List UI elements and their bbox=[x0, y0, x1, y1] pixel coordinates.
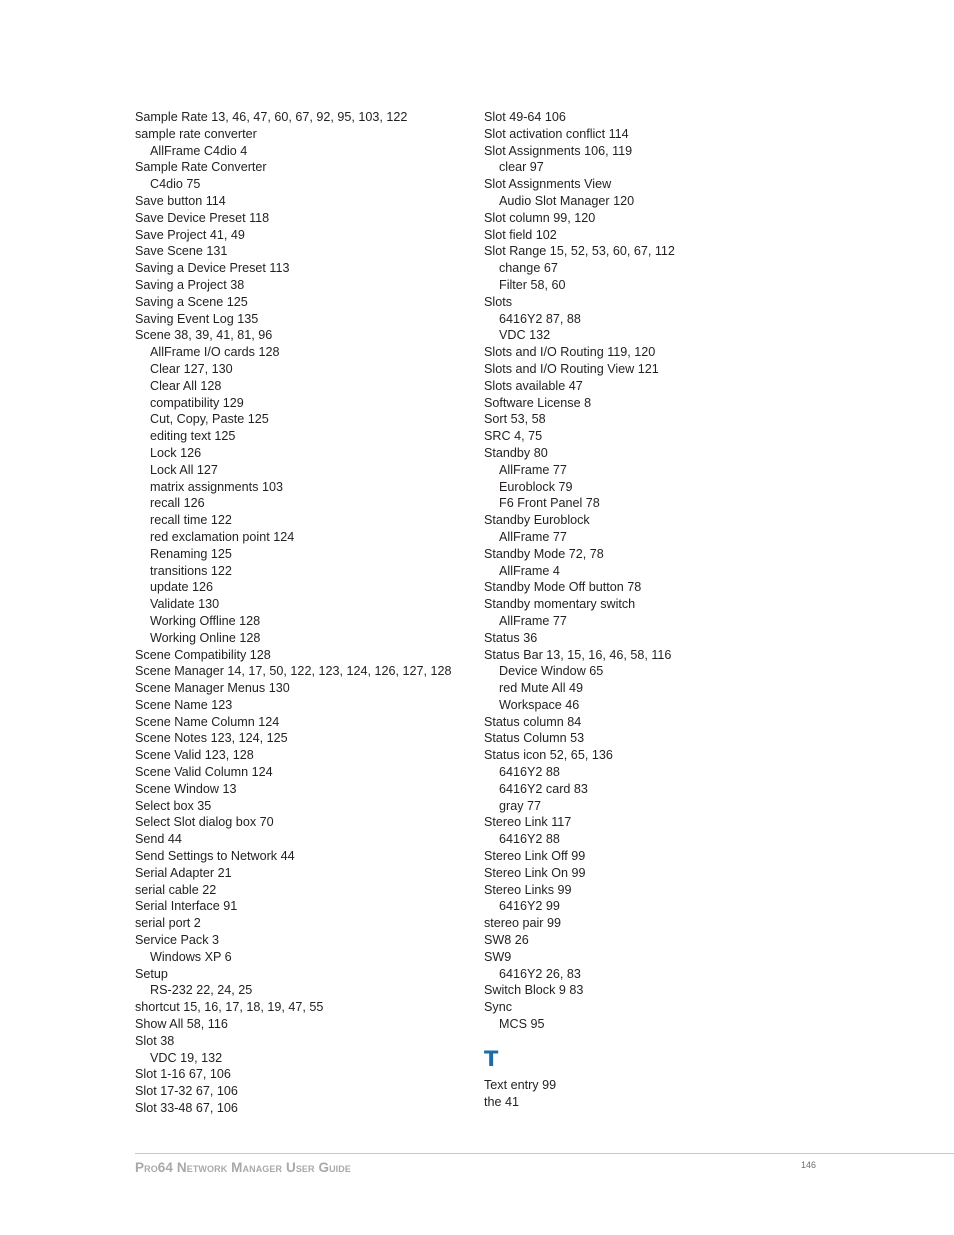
index-subentry: Audio Slot Manager 120 bbox=[499, 193, 635, 208]
index-subentry: clear 97 bbox=[499, 160, 544, 175]
index-entry: serial cable 22 bbox=[135, 882, 217, 897]
footer-title: Pro64 Network Manager User Guide bbox=[135, 1160, 351, 1175]
index-subentry: red Mute All 49 bbox=[499, 681, 584, 696]
section-letter-heading: T bbox=[484, 1046, 499, 1071]
index-subentry: Euroblock 79 bbox=[499, 479, 573, 494]
index-entry: serial port 2 bbox=[135, 916, 201, 931]
index-entry: Service Pack 3 bbox=[135, 933, 219, 948]
index-subentry: 6416Y2 99 bbox=[499, 899, 560, 914]
index-entry: Scene Notes 123, 124, 125 bbox=[135, 731, 288, 746]
index-subentry: Working Offline 128 bbox=[150, 613, 261, 628]
index-subentry: MCS 95 bbox=[499, 1017, 545, 1032]
index-subentry: AllFrame I/O cards 128 bbox=[150, 345, 280, 360]
index-subentry: 6416Y2 card 83 bbox=[499, 781, 588, 796]
index-entry: Slot 17-32 67, 106 bbox=[135, 1084, 238, 1099]
index-entry: Slot Assignments 106, 119 bbox=[484, 143, 633, 158]
index-subentry: recall time 122 bbox=[150, 513, 232, 528]
index-subentry: AllFrame C4dio 4 bbox=[150, 143, 248, 158]
index-entry: Status 36 bbox=[484, 630, 538, 645]
index-subentry: AllFrame 77 bbox=[499, 613, 567, 628]
index-entry: Status icon 52, 65, 136 bbox=[484, 748, 613, 763]
footer-rule bbox=[135, 1153, 954, 1154]
index-subentry: F6 Front Panel 78 bbox=[499, 496, 600, 511]
index-column-left bbox=[135, 109, 465, 1117]
index-subentry: matrix assignments 103 bbox=[150, 479, 283, 494]
index-entry: SW9 bbox=[484, 949, 512, 964]
index-entry: shortcut 15, 16, 17, 18, 19, 47, 55 bbox=[135, 1000, 324, 1015]
index-entry: SW8 26 bbox=[484, 933, 529, 948]
index-entry: Scene Name 123 bbox=[135, 697, 233, 712]
index-entry: Slot field 102 bbox=[484, 227, 557, 242]
index-subentry: editing text 125 bbox=[150, 429, 236, 444]
index-entry: Scene Valid 123, 128 bbox=[135, 748, 254, 763]
index-entry: Status Bar 13, 15, 16, 46, 58, 116 bbox=[484, 647, 672, 662]
index-entry: Sample Rate 13, 46, 47, 60, 67, 92, 95, 103, 122 bbox=[135, 110, 408, 124]
index-entry: Slots bbox=[484, 294, 512, 309]
index-entry: Setup bbox=[135, 966, 168, 981]
index-subentry: VDC 132 bbox=[499, 328, 551, 343]
index-entry: Save Scene 131 bbox=[135, 244, 228, 259]
index-entry: the 41 bbox=[484, 1094, 520, 1109]
index-entry: Standby Mode 72, 78 bbox=[484, 546, 604, 561]
index-entry: Scene Manager Menus 130 bbox=[135, 681, 290, 696]
index-entry: Switch Block 9 83 bbox=[484, 983, 584, 998]
index-entry: Slot 33-48 67, 106 bbox=[135, 1101, 238, 1116]
index-entry: Scene Manager 14, 17, 50, 122, 123, 124, 126, 127, 128 bbox=[135, 664, 452, 679]
index-subentry: Windows XP 6 bbox=[150, 949, 232, 964]
index-entry: Slot activation conflict 114 bbox=[484, 126, 629, 141]
index-entry: Standby 80 bbox=[484, 445, 548, 460]
index-subentry: C4dio 75 bbox=[150, 177, 201, 192]
index-entry: Select box 35 bbox=[135, 798, 212, 813]
index-entry: Show All 58, 116 bbox=[135, 1017, 228, 1032]
index-subentry: change 67 bbox=[499, 261, 558, 276]
index-entry: Standby momentary switch bbox=[484, 597, 636, 612]
index-entry: Scene Name Column 124 bbox=[135, 714, 280, 729]
index-subentry: RS-232 22, 24, 25 bbox=[150, 983, 253, 998]
index-entry: Send 44 bbox=[135, 832, 182, 847]
index-subentry: AllFrame 77 bbox=[499, 529, 567, 544]
index-entry: Slots and I/O Routing View 121 bbox=[484, 361, 659, 376]
index-entry: Serial Adapter 21 bbox=[135, 865, 232, 880]
index-entry: sample rate converter bbox=[135, 126, 257, 141]
index-subentry: AllFrame 4 bbox=[499, 563, 560, 578]
index-entry: Scene 38, 39, 41, 81, 96 bbox=[135, 328, 273, 343]
index-entry: Stereo Link On 99 bbox=[484, 865, 586, 880]
index-subentry: Clear 127, 130 bbox=[150, 361, 233, 376]
index-entry: Standby Mode Off button 78 bbox=[484, 580, 642, 595]
index-subentry: red exclamation point 124 bbox=[150, 529, 295, 544]
index-subentry: compatibility 129 bbox=[150, 395, 244, 410]
index-subentry: AllFrame 77 bbox=[499, 462, 567, 477]
index-entry: Slot 49-64 106 bbox=[484, 110, 566, 124]
index-entry: Slots available 47 bbox=[484, 378, 583, 393]
index-entry: Saving a Scene 125 bbox=[135, 294, 248, 309]
index-subentry: 6416Y2 88 bbox=[499, 832, 560, 847]
index-entry: Slots and I/O Routing 119, 120 bbox=[484, 345, 656, 360]
index-entry: Save Device Preset 118 bbox=[135, 210, 270, 225]
index-entry: Stereo Link 117 bbox=[484, 815, 572, 830]
index-subentry: 6416Y2 26, 83 bbox=[499, 966, 581, 981]
index-entry: Scene Window 13 bbox=[135, 781, 237, 796]
index-entry: Scene Compatibility 128 bbox=[135, 647, 271, 662]
index-entry: Sync bbox=[484, 1000, 512, 1015]
index-entry: Slot 1-16 67, 106 bbox=[135, 1067, 231, 1082]
index-subentry: Device Window 65 bbox=[499, 664, 604, 679]
index-subentry: Working Online 128 bbox=[150, 630, 261, 645]
index-subentry: VDC 19, 132 bbox=[150, 1050, 223, 1065]
index-entry: Saving Event Log 135 bbox=[135, 311, 259, 326]
index-entry: Status column 84 bbox=[484, 714, 582, 729]
index-entry: Stereo Link Off 99 bbox=[484, 849, 586, 864]
index-entry: Status Column 53 bbox=[484, 731, 585, 746]
index-entry: Sample Rate Converter bbox=[135, 160, 267, 175]
index-entry: Send Settings to Network 44 bbox=[135, 849, 295, 864]
index-subentry: Lock All 127 bbox=[150, 462, 218, 477]
index-entry: SRC 4, 75 bbox=[484, 429, 543, 444]
index-entry: Slot column 99, 120 bbox=[484, 210, 596, 225]
index-entry: Stereo Links 99 bbox=[484, 882, 572, 897]
index-subentry: Clear All 128 bbox=[150, 378, 222, 393]
index-entry: Software License 8 bbox=[484, 395, 592, 410]
index-subentry: Validate 130 bbox=[150, 597, 220, 612]
index-subentry: gray 77 bbox=[499, 798, 542, 813]
index-subentry: Lock 126 bbox=[150, 445, 202, 460]
index-entry: Sort 53, 58 bbox=[484, 412, 546, 427]
index-entry: stereo pair 99 bbox=[484, 916, 562, 931]
index-column-right bbox=[484, 109, 814, 1110]
index-subentry: update 126 bbox=[150, 580, 214, 595]
index-subentry: Workspace 46 bbox=[499, 697, 580, 712]
index-entry: Standby Euroblock bbox=[484, 513, 590, 528]
index-entry: Save button 114 bbox=[135, 193, 226, 208]
index-subentry: 6416Y2 87, 88 bbox=[499, 311, 581, 326]
index-entry: Saving a Device Preset 113 bbox=[135, 261, 290, 276]
index-entry: Slot 38 bbox=[135, 1033, 175, 1048]
index-entry: Slot Range 15, 52, 53, 60, 67, 112 bbox=[484, 244, 675, 259]
index-entry: Text entry 99 bbox=[484, 1077, 557, 1092]
index-subentry: recall 126 bbox=[150, 496, 205, 511]
index-entry: Serial Interface 91 bbox=[135, 899, 238, 914]
index-subentry: Cut, Copy, Paste 125 bbox=[150, 412, 269, 427]
index-entry: Saving a Project 38 bbox=[135, 277, 245, 292]
index-subentry: Renaming 125 bbox=[150, 546, 232, 561]
index-subentry: transitions 122 bbox=[150, 563, 232, 578]
index-subentry: 6416Y2 88 bbox=[499, 765, 560, 780]
index-entry: Select Slot dialog box 70 bbox=[135, 815, 274, 830]
index-entry: Scene Valid Column 124 bbox=[135, 765, 273, 780]
index-subentry: Filter 58, 60 bbox=[499, 277, 566, 292]
page-number: 146 bbox=[801, 1160, 817, 1170]
index-entry: Slot Assignments View bbox=[484, 177, 612, 192]
index-entry: Save Project 41, 49 bbox=[135, 227, 245, 242]
